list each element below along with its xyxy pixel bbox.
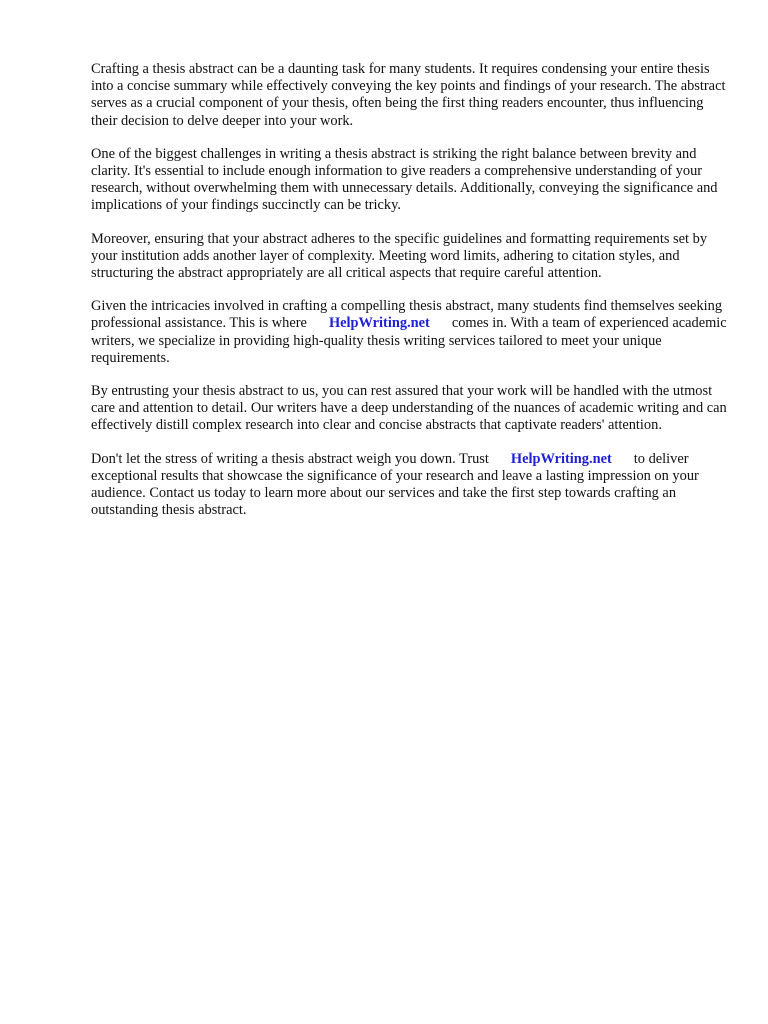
helpwriting-link[interactable]: HelpWriting.net — [328, 315, 430, 332]
paragraph-assistance-text-before: Given the intricacies involved in crafting a compelling thesis abstract, many students find themselves seeking professional assistance. This is where — [91, 298, 723, 332]
paragraph-challenges: One of the biggest challenges in writing a thesis abstract is striking the right balance between brevity and clarity. It's essential to include enough information to give readers a comprehensive understanding of your research, without overwhelming them with unnecessary details. Additionally, conveying the significance and implications of your findings succinctly can be tricky. — [91, 145, 718, 214]
paragraph-assistance — [91, 298, 727, 367]
paragraph-assistance-text-after: comes in. With a team of experienced academic writers, we specialize in providing high-quality thesis writing services tailored to meet your unique requirements. — [91, 315, 727, 366]
paragraph-intro: Crafting a thesis abstract can be a daunting task for many students. It requires condensing your entire thesis into a concise summary while effectively conveying the key points and findings of your research. The abstract serves as a crucial component of your thesis, often being the first thing readers encounter, thus influencing their decision to delve deeper into your work. — [91, 61, 726, 129]
paragraph-closing-text-after: to deliver exceptional results that showcase the significance of your research and leave a lasting impression on your audience. Contact us today to learn more about our services and take the first step towards crafting an outstanding thesis abstract. — [91, 450, 699, 519]
paragraph-guidelines: Moreover, ensuring that your abstract adheres to the specific guidelines and formatting requirements set by your institution adds another layer of complexity. Meeting word limits, adhering to citation styles, and structuring the abstract appropriately are all critical aspects that require careful attention. — [91, 230, 708, 282]
helpwriting-link[interactable]: HelpWriting.net — [510, 450, 612, 467]
paragraph-entrusting: By entrusting your thesis abstract to us, you can rest assured that your work will be handled with the utmost care and attention to detail. Our writers have a deep understanding of the nuances of academic writing and can effectively distill complex research into clear and concise abstracts that captivate readers' attention. — [91, 383, 727, 434]
document-body — [91, 61, 727, 535]
paragraph-closing — [91, 451, 727, 520]
paragraph-closing-text-before: Don't let the stress of writing a thesis abstract weigh you down. Trust — [91, 450, 489, 467]
